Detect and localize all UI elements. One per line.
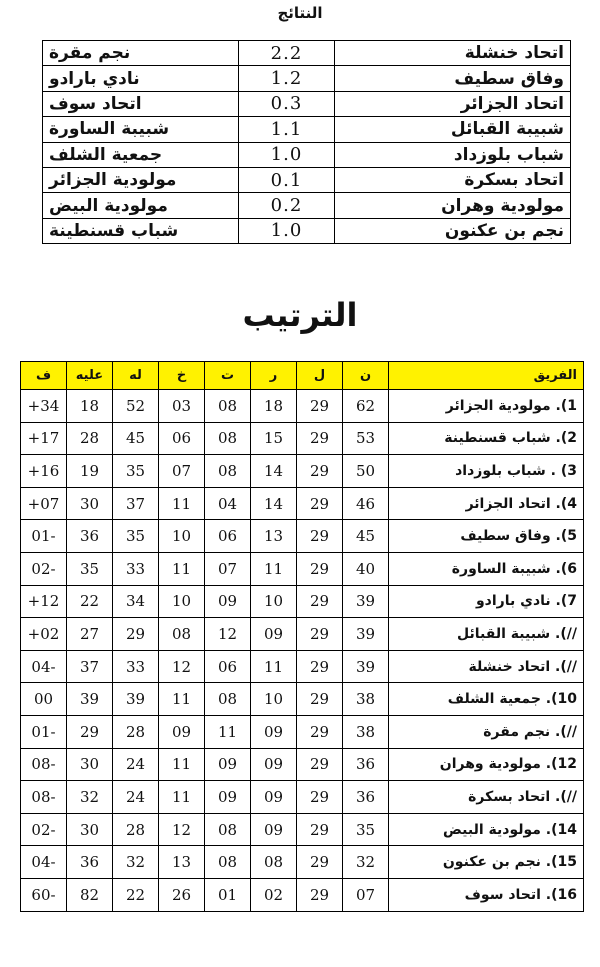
points: 35 xyxy=(343,813,389,846)
team-name: 12). مولودية وهران xyxy=(389,748,584,781)
result-away-team: شباب قسنطينة xyxy=(43,218,239,243)
goals-for: 28 xyxy=(113,715,159,748)
result-row xyxy=(43,66,571,91)
result-away-team: مولودية الجزائر xyxy=(43,167,239,192)
lost: 08 xyxy=(159,618,205,651)
lost: 12 xyxy=(159,813,205,846)
won: 13 xyxy=(251,520,297,553)
result-away-team: نجم مقرة xyxy=(43,41,239,66)
goals-against: 37 xyxy=(67,650,113,683)
result-away-team: اتحاد سوف xyxy=(43,91,239,116)
points: 40 xyxy=(343,552,389,585)
header-team: الفريق xyxy=(389,362,584,390)
won: 10 xyxy=(251,585,297,618)
goal-difference: 08- xyxy=(21,781,67,814)
standings-row xyxy=(21,390,584,423)
team-name: 14). مولودية البيض xyxy=(389,813,584,846)
goals-against: 82 xyxy=(67,878,113,911)
goals-for: 52 xyxy=(113,390,159,423)
standings-row xyxy=(21,520,584,553)
lost: 13 xyxy=(159,846,205,879)
team-name: 2). شباب قسنطينة xyxy=(389,422,584,455)
result-score: 1.0 xyxy=(239,218,335,243)
goals-for: 33 xyxy=(113,650,159,683)
header-lost: خ xyxy=(159,362,205,390)
team-name: 4). اتحاد الجزائر xyxy=(389,487,584,520)
drawn: 04 xyxy=(205,487,251,520)
played: 29 xyxy=(297,650,343,683)
goal-difference: 02- xyxy=(21,552,67,585)
standings-row xyxy=(21,650,584,683)
points: 36 xyxy=(343,748,389,781)
won: 14 xyxy=(251,455,297,488)
goal-difference: 00 xyxy=(21,683,67,716)
standings-row xyxy=(21,878,584,911)
goals-against: 27 xyxy=(67,618,113,651)
standings-row xyxy=(21,618,584,651)
goal-difference: +07 xyxy=(21,487,67,520)
goals-for: 24 xyxy=(113,748,159,781)
goals-against: 30 xyxy=(67,487,113,520)
drawn: 08 xyxy=(205,422,251,455)
result-away-team: نادي بارادو xyxy=(43,66,239,91)
result-score: 0.3 xyxy=(239,91,335,116)
result-score: 1.0 xyxy=(239,142,335,167)
points: 53 xyxy=(343,422,389,455)
drawn: 09 xyxy=(205,781,251,814)
won: 09 xyxy=(251,813,297,846)
goal-difference: +02 xyxy=(21,618,67,651)
team-name: //). اتحاد بسكرة xyxy=(389,781,584,814)
lost: 11 xyxy=(159,748,205,781)
won: 15 xyxy=(251,422,297,455)
lost: 26 xyxy=(159,878,205,911)
played: 29 xyxy=(297,878,343,911)
team-name: 7). نادي بارادو xyxy=(389,585,584,618)
standings-row xyxy=(21,813,584,846)
standings-header-row xyxy=(21,362,584,390)
goal-difference: +17 xyxy=(21,422,67,455)
goal-difference: +12 xyxy=(21,585,67,618)
goals-for: 35 xyxy=(113,520,159,553)
team-name: //). نجم مقرة xyxy=(389,715,584,748)
result-row xyxy=(43,117,571,142)
result-home-team: نجم بن عكنون xyxy=(335,218,571,243)
lost: 03 xyxy=(159,390,205,423)
drawn: 11 xyxy=(205,715,251,748)
result-row xyxy=(43,167,571,192)
result-home-team: اتحاد الجزائر xyxy=(335,91,571,116)
drawn: 09 xyxy=(205,748,251,781)
lost: 11 xyxy=(159,683,205,716)
lost: 10 xyxy=(159,585,205,618)
points: 39 xyxy=(343,585,389,618)
header-gd: ف xyxy=(21,362,67,390)
goals-against: 36 xyxy=(67,520,113,553)
team-name: 10). جمعية الشلف xyxy=(389,683,584,716)
result-home-team: مولودية وهران xyxy=(335,193,571,218)
goals-against: 32 xyxy=(67,781,113,814)
goals-for: 32 xyxy=(113,846,159,879)
team-name: 1). مولودية الجزائر xyxy=(389,390,584,423)
lost: 10 xyxy=(159,520,205,553)
result-home-team: وفاق سطيف xyxy=(335,66,571,91)
won: 14 xyxy=(251,487,297,520)
goal-difference: 08- xyxy=(21,748,67,781)
played: 29 xyxy=(297,422,343,455)
goal-difference: 04- xyxy=(21,846,67,879)
lost: 11 xyxy=(159,487,205,520)
lost: 06 xyxy=(159,422,205,455)
lost: 11 xyxy=(159,552,205,585)
played: 29 xyxy=(297,390,343,423)
result-score: 1.1 xyxy=(239,117,335,142)
standings-row xyxy=(21,455,584,488)
header-ga: عليه xyxy=(67,362,113,390)
drawn: 09 xyxy=(205,585,251,618)
points: 62 xyxy=(343,390,389,423)
goals-against: 22 xyxy=(67,585,113,618)
goals-against: 30 xyxy=(67,748,113,781)
result-away-team: جمعية الشلف xyxy=(43,142,239,167)
points: 39 xyxy=(343,650,389,683)
points: 38 xyxy=(343,683,389,716)
result-home-team: اتحاد بسكرة xyxy=(335,167,571,192)
result-home-team: شبيبة القبائل xyxy=(335,117,571,142)
result-away-team: شبيبة الساورة xyxy=(43,117,239,142)
goals-for: 28 xyxy=(113,813,159,846)
standings-row xyxy=(21,585,584,618)
won: 09 xyxy=(251,715,297,748)
standings-title: الترتيب xyxy=(242,296,358,334)
result-row xyxy=(43,91,571,116)
goals-for: 29 xyxy=(113,618,159,651)
team-name: 5). وفاق سطيف xyxy=(389,520,584,553)
result-score: 0.1 xyxy=(239,167,335,192)
team-name: //). شبيبة القبائل xyxy=(389,618,584,651)
goal-difference: 01- xyxy=(21,715,67,748)
result-row xyxy=(43,193,571,218)
goals-for: 37 xyxy=(113,487,159,520)
header-points: ن xyxy=(343,362,389,390)
team-name: 15). نجم بن عكنون xyxy=(389,846,584,879)
goals-against: 29 xyxy=(67,715,113,748)
standings-table xyxy=(20,361,584,912)
results-title: النتائج xyxy=(277,4,323,22)
goals-for: 24 xyxy=(113,781,159,814)
goals-for: 45 xyxy=(113,422,159,455)
goals-against: 19 xyxy=(67,455,113,488)
standings-row xyxy=(21,552,584,585)
result-home-team: شباب بلوزداد xyxy=(335,142,571,167)
won: 09 xyxy=(251,618,297,651)
played: 29 xyxy=(297,813,343,846)
drawn: 08 xyxy=(205,390,251,423)
goals-for: 22 xyxy=(113,878,159,911)
drawn: 06 xyxy=(205,520,251,553)
won: 11 xyxy=(251,650,297,683)
team-name: 16). اتحاد سوف xyxy=(389,878,584,911)
played: 29 xyxy=(297,552,343,585)
played: 29 xyxy=(297,487,343,520)
drawn: 01 xyxy=(205,878,251,911)
lost: 09 xyxy=(159,715,205,748)
result-home-team: اتحاد خنشلة xyxy=(335,41,571,66)
goal-difference: 60- xyxy=(21,878,67,911)
points: 07 xyxy=(343,878,389,911)
points: 32 xyxy=(343,846,389,879)
won: 02 xyxy=(251,878,297,911)
standings-row xyxy=(21,715,584,748)
played: 29 xyxy=(297,618,343,651)
played: 29 xyxy=(297,683,343,716)
goals-against: 28 xyxy=(67,422,113,455)
drawn: 12 xyxy=(205,618,251,651)
drawn: 07 xyxy=(205,552,251,585)
results-table xyxy=(42,40,571,244)
goal-difference: 02- xyxy=(21,813,67,846)
header-won: ر xyxy=(251,362,297,390)
points: 45 xyxy=(343,520,389,553)
header-played: ل xyxy=(297,362,343,390)
goal-difference: 01- xyxy=(21,520,67,553)
goals-against: 18 xyxy=(67,390,113,423)
played: 29 xyxy=(297,715,343,748)
result-row xyxy=(43,41,571,66)
won: 11 xyxy=(251,552,297,585)
standings-row xyxy=(21,683,584,716)
goals-against: 35 xyxy=(67,552,113,585)
goal-difference: +16 xyxy=(21,455,67,488)
result-row xyxy=(43,142,571,167)
points: 36 xyxy=(343,781,389,814)
played: 29 xyxy=(297,781,343,814)
goals-against: 30 xyxy=(67,813,113,846)
lost: 07 xyxy=(159,455,205,488)
lost: 11 xyxy=(159,781,205,814)
goals-against: 39 xyxy=(67,683,113,716)
result-score: 2.2 xyxy=(239,41,335,66)
points: 38 xyxy=(343,715,389,748)
points: 39 xyxy=(343,618,389,651)
standings-row xyxy=(21,422,584,455)
drawn: 08 xyxy=(205,683,251,716)
points: 50 xyxy=(343,455,389,488)
header-gf: له xyxy=(113,362,159,390)
won: 09 xyxy=(251,781,297,814)
drawn: 08 xyxy=(205,455,251,488)
points: 46 xyxy=(343,487,389,520)
team-name: //). اتحاد خنشلة xyxy=(389,650,584,683)
result-away-team: مولودية البيض xyxy=(43,193,239,218)
won: 10 xyxy=(251,683,297,716)
goal-difference: 04- xyxy=(21,650,67,683)
goals-for: 35 xyxy=(113,455,159,488)
drawn: 06 xyxy=(205,650,251,683)
played: 29 xyxy=(297,455,343,488)
drawn: 08 xyxy=(205,846,251,879)
goal-difference: +34 xyxy=(21,390,67,423)
standings-row xyxy=(21,781,584,814)
goals-for: 39 xyxy=(113,683,159,716)
goals-against: 36 xyxy=(67,846,113,879)
goals-for: 33 xyxy=(113,552,159,585)
lost: 12 xyxy=(159,650,205,683)
won: 18 xyxy=(251,390,297,423)
result-score: 0.2 xyxy=(239,193,335,218)
played: 29 xyxy=(297,846,343,879)
result-score: 1.2 xyxy=(239,66,335,91)
won: 09 xyxy=(251,748,297,781)
standings-row xyxy=(21,846,584,879)
team-name: 3) . شباب بلوزداد xyxy=(389,455,584,488)
goals-for: 34 xyxy=(113,585,159,618)
played: 29 xyxy=(297,748,343,781)
standings-row xyxy=(21,487,584,520)
played: 29 xyxy=(297,520,343,553)
won: 08 xyxy=(251,846,297,879)
header-drawn: ت xyxy=(205,362,251,390)
played: 29 xyxy=(297,585,343,618)
result-row xyxy=(43,218,571,243)
team-name: 6). شبيبة الساورة xyxy=(389,552,584,585)
standings-row xyxy=(21,748,584,781)
drawn: 08 xyxy=(205,813,251,846)
